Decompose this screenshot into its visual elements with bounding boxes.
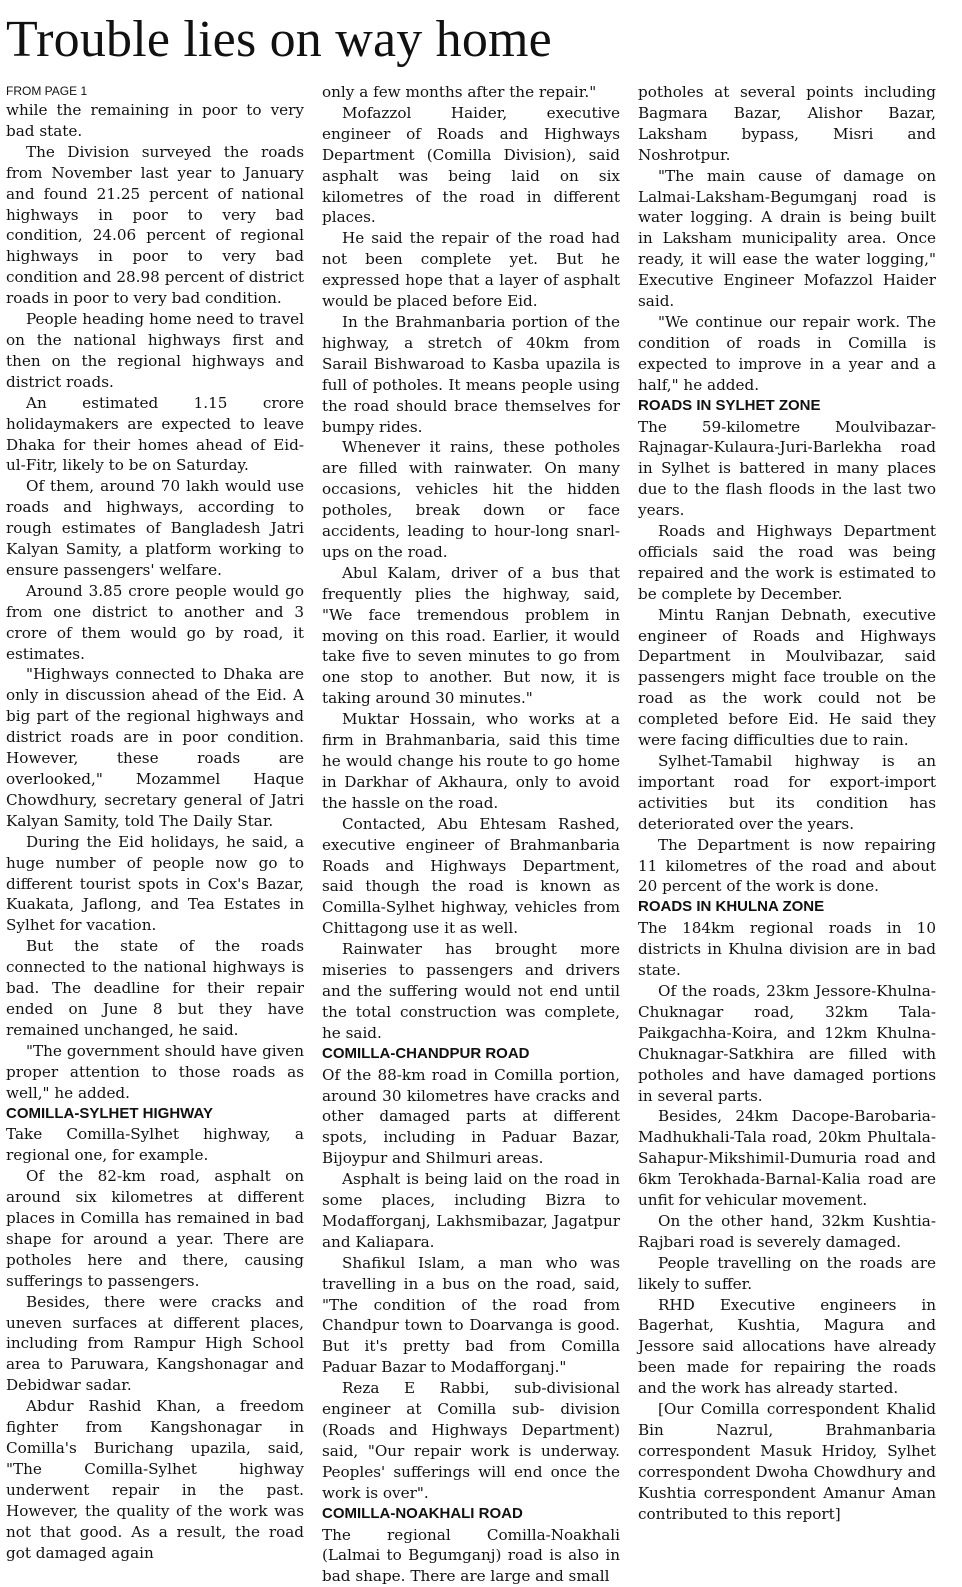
paragraph: He said the repair of the road had not been complete yet. But he expressed hope that a layer of asphalt would be placed before Eid.: [322, 229, 620, 311]
paragraph: "We continue our repair work. The condition of roads in Comilla is expected to improve in a year and a half," he added.: [638, 312, 936, 394]
paragraph: Mofazzol Haider, executive engineer of Roads and Highways Department (Comilla Division), said asphalt was being laid on six kilometres of the road in different places.: [322, 103, 620, 227]
paragraph: Abdur Rashid Khan, a freedom fighter from Kangshonagar in Comilla's Burichang upazila, said, "The Comilla-Sylhet highway underwent repair in the past. However, the quality of the work was not that good. As a result, the road got damaged again: [6, 1397, 304, 1562]
paragraph: Besides, 24km Dacope-Barobaria-Madhukhali-Tala road, 20km Phultala-Sahapur-Mikshimil-Dumuria road and 6km Terokhada-Barnal-Kalia road are unfit for vehicular movement.: [638, 1107, 936, 1210]
paragraph: RHD Executive engineers in Bagerhat, Kushtia, Magura and Jessore said allocations have already been made for repairing the roads and the work has already started.: [638, 1295, 936, 1398]
paragraph: The regional Comilla-Noakhali (Lalmai to Begumganj) road is also in bad shape. There are large and small: [322, 1525, 620, 1586]
paragraph: Abul Kalam, driver of a bus that frequently plies the highway, said, "We face tremendous problem in moving on this road. Earlier, it would take five to seven minutes to go from one stop to another. But now, it is taking around 30 minutes.": [322, 563, 620, 708]
paragraph: "The government should have given proper attention to those roads as well," he added.: [6, 1041, 304, 1102]
contributors-note: [Our Comilla correspondent Khalid Bin Nazrul, Brahmanbaria correspondent Masuk Hridoy, Sylhet correspondent Dwoha Chowdhury and Kushtia correspondent Amanur Aman contributed to this report]: [638, 1400, 936, 1523]
paragraph: Asphalt is being laid on the road in some places, including Bizra to Modafforganj, Lakhsmibazar, Jagatpur and Kaliapara.: [322, 1170, 620, 1251]
paragraph: The 59-kilometre Moulvibazar-Rajnagar-Kulaura-Juri-Barlekha road in Sylhet is battered in many places due to the flash floods in the last two years.: [638, 417, 936, 520]
paragraph: An estimated 1.15 crore holidaymakers are expected to leave Dhaka for their homes ahead of Eid-ul-Fitr, likely to be on Saturday.: [6, 393, 304, 475]
paragraph: only a few months after the repair.": [322, 83, 597, 101]
paragraph: Reza E Rabbi, sub-divisional engineer at Comilla sub- division (Roads and Highways Department) said, "Our repair work is underway. Peoples' sufferings will end once the work is over".: [322, 1379, 620, 1502]
paragraph: On the other hand, 32km Kushtia-Rajbari road is severely damaged.: [638, 1211, 936, 1251]
paragraph: "The main cause of damage on Lalmai-Laksham-Begumganj road is water logging. A drain is being built in Laksham municipality area. Once ready, it will ease the water logging," Executive Engineer Mofazzol Haider said.: [638, 166, 936, 311]
paragraph: Whenever it rains, these potholes are filled with rainwater. On many occasions, vehicles hit the hidden potholes, break down or face accidents, leading to hour-long snarl-ups on the road.: [322, 438, 620, 561]
paragraph: while the remaining in poor to very bad state.: [6, 101, 304, 140]
paragraph: The 184km regional roads in 10 districts in Khulna division are in bad state.: [638, 919, 936, 980]
subheading-comilla-sylhet: COMILLA-SYLHET HIGHWAY: [6, 1104, 213, 1122]
paragraph: In the Brahmanbaria portion of the highway, a stretch of 40km from Sarail Bishwaroad to Kasba upazila is full of potholes. It means people using the road should brace themselves for bumpy rides.: [322, 312, 620, 436]
paragraph: During the Eid holidays, he said, a huge number of people now go to different tourist spots in Cox's Bazar, Kuakata, Jaflong, and Tea Estates in Sylhet for vacation.: [6, 832, 304, 935]
paragraph: Shafikul Islam, a man who was travelling in a bus on the road, said, "The condition of the road from Chandpur town to Doarvanga is good. But it's pretty bad from Comilla Paduar Bazar to Modafforganj.": [322, 1253, 620, 1377]
paragraph: "Highways connected to Dhaka are only in discussion ahead of the Eid. A big part of the regional highways and district roads are in poor condition. However, these roads are overlooked," Mozammel Haque Chowdhury, secretary general of Jatri Kalyan Samity, told The Daily Star.: [6, 665, 304, 830]
paragraph: The Division surveyed the roads from November last year to January and found 21.25 percent of national highways in poor to very bad condition, 24.06 percent of regional highways in poor to very bad condition and 28.98 percent of district roads in poor to very bad condition.: [6, 142, 304, 308]
column-3: [638, 82, 936, 1523]
subheading-sylhet-zone: ROADS IN SYLHET ZONE: [638, 396, 821, 414]
paragraph: Besides, there were cracks and uneven surfaces at different places, including from Rampur High School area to Paruwara, Kangshonagar and Debidwar sadar.: [6, 1292, 304, 1395]
paragraph: Muktar Hossain, who works at a firm in Brahmanbaria, said this time he would change his route to go home in Darkhar of Akhaura, only to avoid the hassle on the road.: [322, 710, 620, 812]
jump-line: FROM PAGE 1: [6, 84, 88, 98]
paragraph: Sylhet-Tamabil highway is an important road for export-import activities but its condition has deteriorated over the years.: [638, 752, 936, 833]
headline: Trouble lies on way home: [6, 11, 552, 68]
article-columns: [6, 82, 956, 1586]
paragraph: Take Comilla-Sylhet highway, a regional one, for example.: [6, 1125, 304, 1165]
column-1: [6, 82, 304, 1562]
paragraph: Contacted, Abu Ehtesam Rashed, executive engineer of Brahmanbaria Roads and Highways Department, said though the road is known as Comilla-Sylhet highway, vehicles from Chittagong use it as well.: [322, 814, 620, 938]
paragraph: Roads and Highways Department officials said the road was being repaired and the work is estimated to be complete by December.: [638, 522, 936, 603]
paragraph: Of the roads, 23km Jessore-Khulna-Chuknagar road, 32km Tala-Paikgachha-Koira, and 12km Khulna-Chuknagar-Satkhira are filled with potholes and have damaged portions in several parts.: [638, 981, 936, 1105]
paragraph: People travelling on the roads are likely to suffer.: [638, 1253, 936, 1293]
subheading-khulna-zone: ROADS IN KHULNA ZONE: [638, 898, 825, 916]
subheading-comilla-chandpur: COMILLA-CHANDPUR ROAD: [322, 1044, 530, 1062]
paragraph: Rainwater has brought more miseries to passengers and drivers and the suffering would not end until the total construction was complete, he said.: [322, 940, 620, 1042]
paragraph: Of them, around 70 lakh would use roads and highways, according to rough estimates of Bangladesh Jatri Kalyan Samity, a platform working to ensure passengers' welfare.: [6, 477, 304, 579]
paragraph: potholes at several points including Bagmara Bazar, Alishor Bazar, Laksham bypass, Misri and Noshrotpur.: [638, 83, 936, 164]
paragraph: People heading home need to travel on the national highways first and then on the regional highways and district roads.: [6, 310, 304, 391]
column-2: [322, 82, 620, 1586]
paragraph: But the state of the roads connected to the national highways is bad. The deadline for their repair ended on June 8 but they have remained unchanged, he said.: [6, 937, 304, 1039]
paragraph: Mintu Ranjan Debnath, executive engineer of Roads and Highways Department in Moulvibazar, said passengers might face trouble on the road as the work could not be completed before Eid. He said they were facing difficulties due to rain.: [638, 605, 936, 750]
paragraph: The Department is now repairing 11 kilometres of the road and about 20 percent of the work is done.: [638, 835, 936, 896]
subheading-comilla-noakhali: COMILLA-NOAKHALI ROAD: [322, 1504, 523, 1522]
paragraph: Around 3.85 crore people would go from one district to another and 3 crore of them would go by road, it estimates.: [6, 581, 304, 663]
paragraph: Of the 88-km road in Comilla portion, around 30 kilometres have cracks and other damaged parts at different spots, including in Paduar Bazar, Bijoypur and Shilmuri areas.: [322, 1065, 620, 1168]
paragraph: Of the 82-km road, asphalt on around six kilometres at different places in Comilla has remained in bad shape for around a year. There are potholes here and there, causing sufferings to passengers.: [6, 1167, 304, 1290]
